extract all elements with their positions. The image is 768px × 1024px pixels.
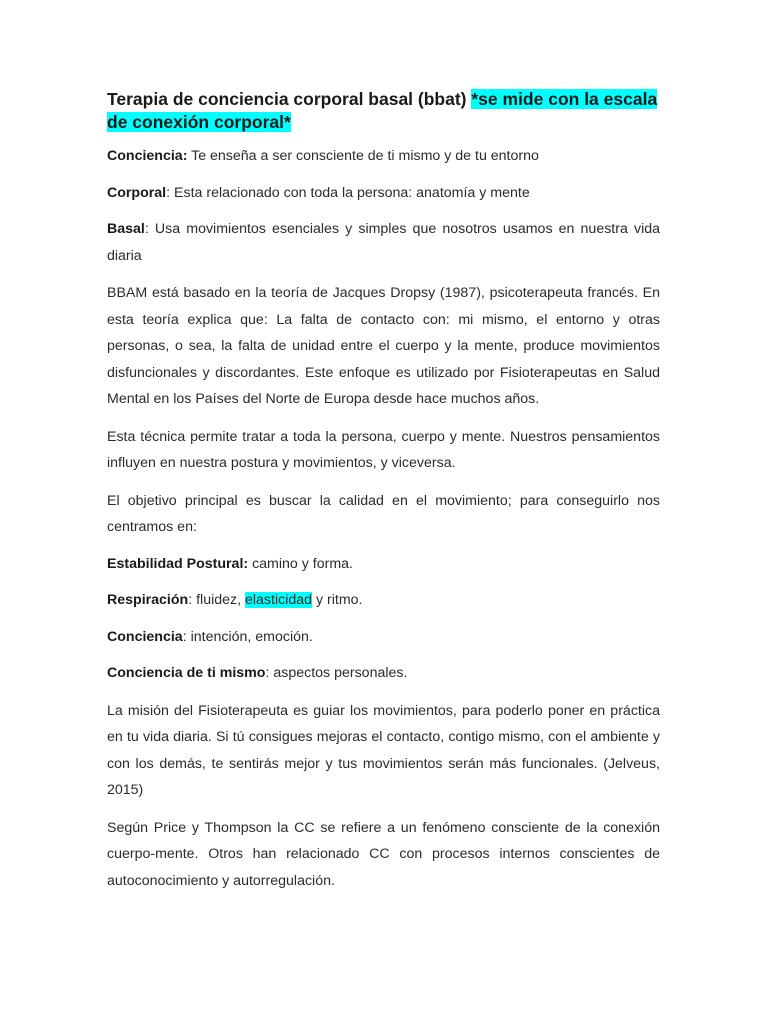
definition-conciencia: [107, 143, 660, 170]
focus-text: : intención, emoción.: [182, 628, 313, 645]
definition-text: Te enseña a ser consciente de ti mismo y de tu entorno: [187, 148, 539, 164]
title-text: Terapia de conciencia corporal basal (bbat): [107, 89, 472, 109]
paragraph-price: Según Price y Thompson la CC se refiere a un fenómeno consciente de la conexión cuerpo-mente. Otros han relacionado CC con procesos internos conscientes de autoconocimiento y autorregulación.: [107, 819, 660, 889]
definition-text: : Usa movimientos esenciales y simples que nosotros usamos en nuestra vida diaria: [107, 221, 660, 264]
term-respiracion: Respiración: [107, 592, 189, 608]
term-ti-mismo: Conciencia de ti mismo: [107, 665, 266, 681]
highlight-elasticidad: elasticidad: [245, 592, 313, 608]
paragraph-mision: La misión del Fisioterapeuta es guiar los movimientos, para poderlo poner en práctica en tu vida diaria. Si tú consigues mejoras el contacto, contigo mismo, con el ambiente y con los demás, te sentirás mejor y tus movimientos serán más funcionales. (Jelveus, 2015): [107, 702, 660, 798]
focus-conciencia: [107, 624, 660, 651]
definition-corporal: [107, 180, 660, 207]
focus-estabilidad: [107, 551, 660, 578]
paragraph-tecnica: Esta técnica permite tratar a toda la persona, cuerpo y mente. Nuestros pensamientos influyen en nuestra postura y movimientos, y viceversa.: [107, 428, 660, 471]
term-corporal: Corporal: [107, 184, 167, 201]
focus-text: : fluidez,: [188, 592, 245, 608]
paragraph-bbam: BBAM está basado en la teoría de Jacques Dropsy (1987), psicoterapeuta francés. En esta teoría explica que: La falta de contacto con: mi mismo, el entorno y otras personas, o sea, la falta de unidad entre el cuerpo y la mente, produce movimientos disfuncionales y discordantes. Este enfoque es utilizado por Fisioterapeutas en Salud Mental en los Países del Norte de Europa desde hace muchos años.: [107, 285, 660, 407]
term-conciencia: Conciencia:: [107, 148, 188, 164]
paragraph-objetivo: El objetivo principal es buscar la calidad en el movimiento; para conseguirlo nos centramos en:: [107, 492, 660, 535]
focus-text: y ritmo.: [312, 592, 363, 608]
focus-ti-mismo: [107, 660, 660, 687]
term-conciencia-focus: Conciencia: [107, 628, 183, 645]
focus-text: camino y forma.: [248, 555, 353, 572]
focus-text: : aspectos personales.: [265, 665, 408, 681]
term-estabilidad: Estabilidad Postural:: [107, 555, 249, 572]
document-title: [107, 88, 660, 134]
focus-respiracion: [107, 587, 660, 614]
document-page: [107, 88, 660, 894]
definition-text: : Esta relacionado con toda la persona: anatomía y mente: [166, 184, 530, 201]
title-highlight: *se mide con la escala de conexión corporal*: [107, 89, 658, 132]
term-basal: Basal: [107, 221, 145, 237]
definition-basal: [107, 216, 660, 269]
